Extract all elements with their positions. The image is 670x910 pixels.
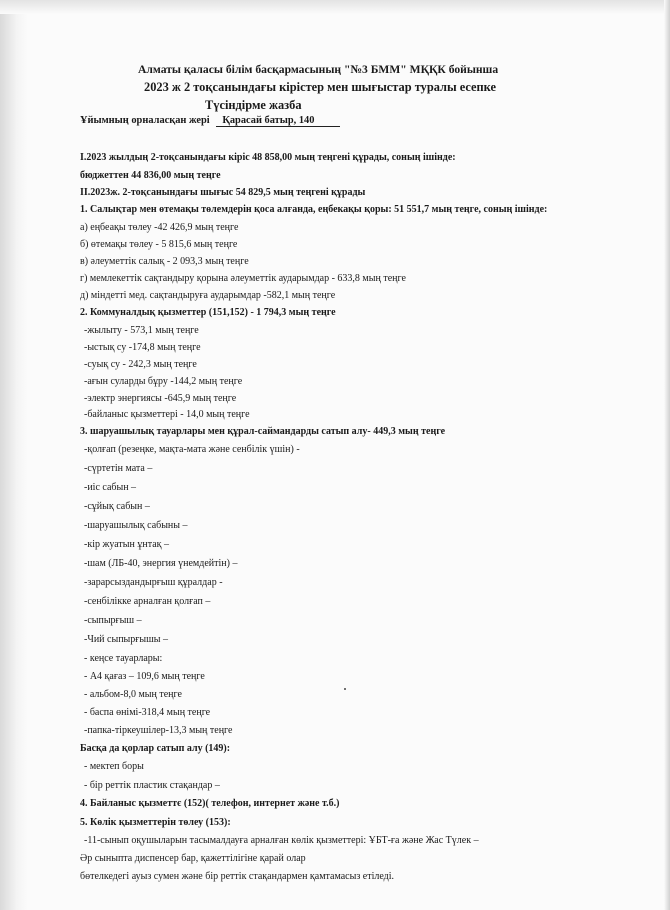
list-item: в) әлеуметтік салық - 2 093,3 мың теңге <box>80 256 249 267</box>
list-item: -кір жуатын ұнтақ – <box>84 539 170 550</box>
list-item: -Чий сыпырғышы – <box>84 634 168 645</box>
list-item: а) еңбеақы төлеу -42 426,9 мың теңге <box>80 222 239 233</box>
list-item: -папка-тіркеушілер-13,3 мың теңге <box>84 725 233 736</box>
list-item: -11-сынып оқушыларын тасымалдауға арналған көлік қызметтері: ҰБТ-ға және Жас Түлек – <box>84 835 479 846</box>
list-item: - бір реттік пластик стақандар – <box>84 780 220 791</box>
list-item: -сұйық сабын – <box>84 501 150 512</box>
list-item: -байланыс қызметтері - 14,0 мың теңге <box>84 409 250 420</box>
location-label: Ұйымның орналасқан жері <box>80 115 210 126</box>
list-item: -жылыту - 573,1 мың теңге <box>84 325 199 336</box>
list-item: -суық су - 242,3 мың теңге <box>84 359 197 370</box>
paragraph-line: Әр сыныпта диспенсер бар, қажеттілігіне қарай олар <box>80 853 306 864</box>
list-item: -сүртетін мата – <box>84 463 153 474</box>
other-supplies-heading: Басқа да қорлар сатып алу (149): <box>80 743 231 754</box>
list-item: - кеңсе тауарлары: <box>84 653 163 664</box>
income-line: I.2023 жылдың 2-тоқсанындағы кіріс 48 858,00 мың теңгені құрады, соның ішінде: <box>80 152 456 163</box>
title-line-1: Алматы қаласы білім басқармасының "№3 БММ" МҚҚК бойынша <box>138 63 499 76</box>
location-row <box>80 115 340 127</box>
list-item: -шаруашылық сабыны – <box>84 520 188 531</box>
title-line-2: 2023 ж 2 тоқсанындағы кірістер мен шығыстар туралы есепке <box>144 80 497 94</box>
list-item: - мектеп боры <box>84 761 144 772</box>
section-1-heading: 1. Салықтар мен өтемақы төлемдерін қоса алғанда, еңбекақы қоры: 51 551,7 мың теңге, соның ішінде: <box>80 204 548 215</box>
list-item: -қолғап (резеңке, мақта-мата және сенбілік үшін) - <box>84 444 300 455</box>
location-value: Қарасай батыр, 140 <box>216 115 340 127</box>
list-item: -иіс сабын – <box>84 482 137 493</box>
section-4-heading: 4. Байланыс қызметтє (152)( телефон, интернет және т.б.) <box>80 798 340 809</box>
budget-line: бюджеттен 44 836,00 мың теңге <box>80 170 221 181</box>
list-item: б) өтемақы төлеу - 5 815,6 мың теңге <box>80 239 238 250</box>
section-3-heading: 3. шаруашылық тауарлары мен құрал-саймандарды сатып алу- 449,3 мың теңге <box>80 426 446 437</box>
list-item: -электр энергиясы -645,9 мың теңге <box>84 393 237 404</box>
list-item: д) міндетті мед. сақтандыруға аударымдар -582,1 мың теңге <box>80 290 336 301</box>
title-line-3: Түсіндірме жазба <box>205 98 302 112</box>
list-item: -ыстық су -174,8 мың теңге <box>84 342 201 353</box>
list-item: - альбом-8,0 мың теңге <box>84 689 182 700</box>
scan-shadow-top <box>0 0 670 14</box>
section-2-heading: 2. Коммуналдық қызметтер (151,152) - 1 794,3 мың теңге <box>80 307 336 318</box>
list-item: -сенбілікке арналған қолғап – <box>84 596 211 607</box>
section-5-heading: 5. Көлік қызметтерін төлеу (153): <box>80 817 231 828</box>
scan-speck <box>344 688 346 690</box>
paragraph-line: бөтелкедегі ауыз сумен және бір реттік стақандармен қамтамасыз етіледі. <box>80 871 395 882</box>
scan-shadow-right <box>664 0 670 910</box>
list-item: - А4 қағаз – 109,6 мың теңге <box>84 671 205 682</box>
list-item: - баспа өнімі-318,4 мың теңге <box>84 707 211 718</box>
expense-line: II.2023ж. 2-тоқсанындағы шығыс 54 829,5 мың теңгені құрады <box>80 187 366 198</box>
list-item: -зарарсыздандырғыш құралдар - <box>84 577 223 588</box>
scan-shadow-left <box>0 0 28 910</box>
list-item: -ағын суларды бұру -144,2 мың теңге <box>84 376 243 387</box>
list-item: г) мемлекеттік сақтандыру қорына әлеуметтік аударымдар - 633,8 мың теңге <box>80 273 406 284</box>
list-item: -шам (ЛБ-40, энергия үнемдейтін) – <box>84 558 238 569</box>
list-item: -сыпырғыш – <box>84 615 142 626</box>
